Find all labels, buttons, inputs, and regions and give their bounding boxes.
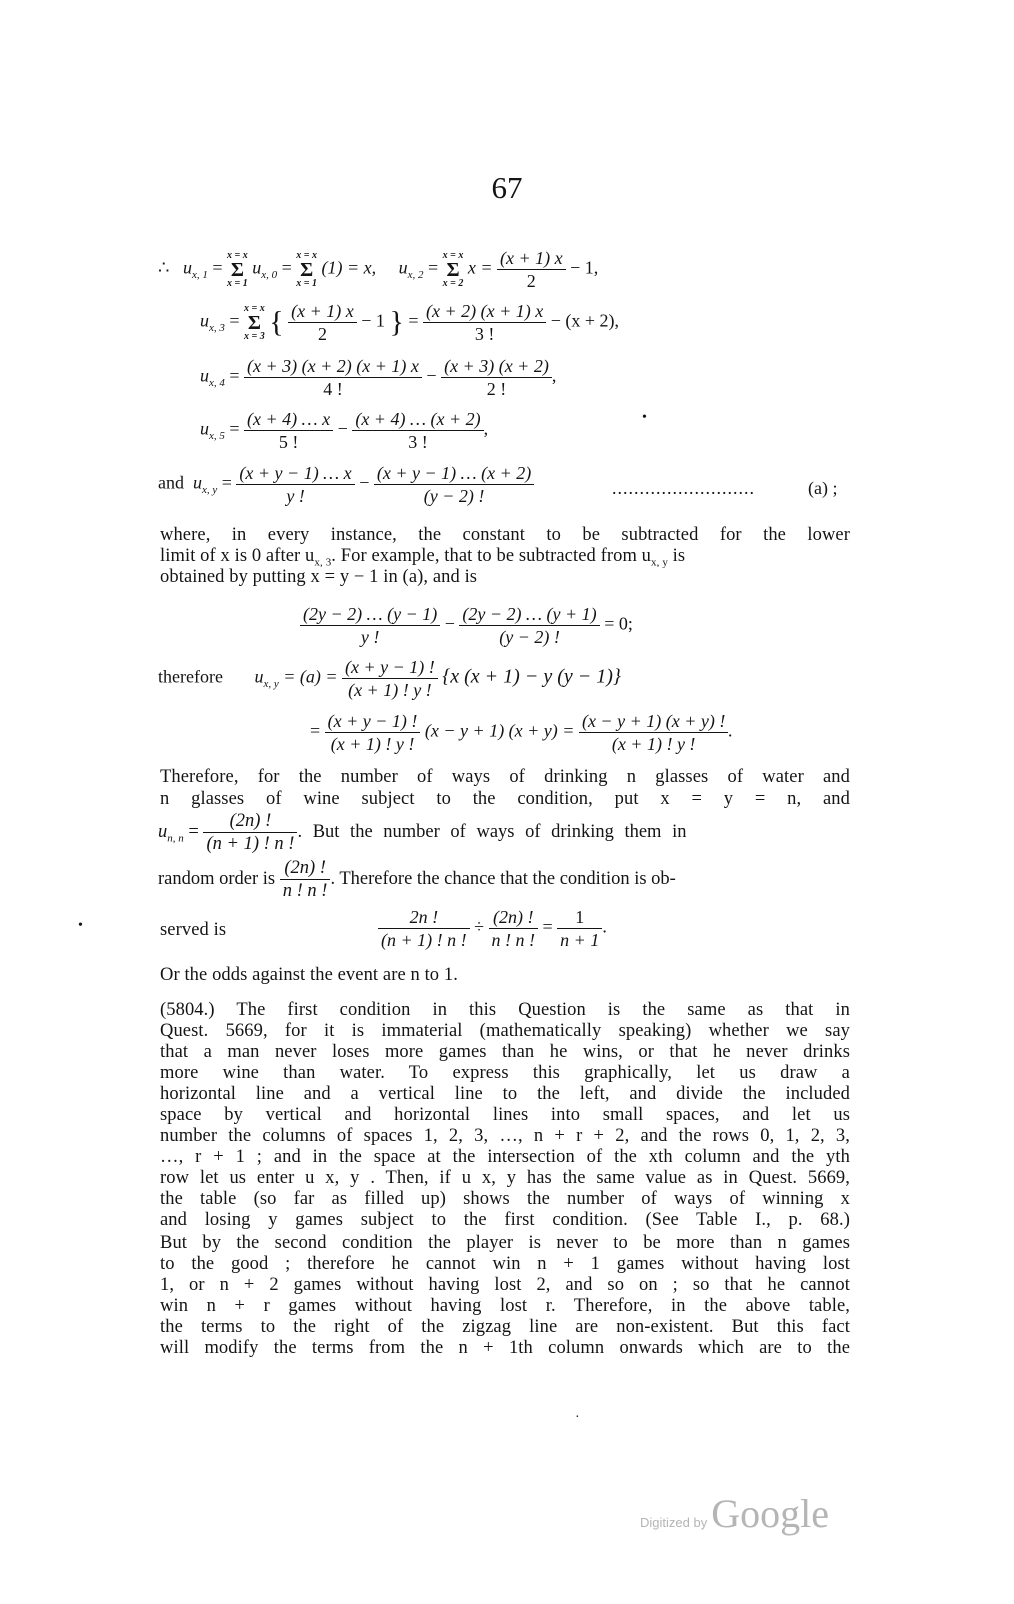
therefore-symbol: ∴ [158, 257, 170, 278]
fraction: $\frac{(x + y - 1) !}{(x + 1) ! y !}$ [342, 656, 438, 701]
subscript: x, y [202, 484, 218, 497]
text-line: to the good ; therefore he cannot win n + 1 games without having lost [160, 1254, 850, 1274]
equation-line-8 [310, 710, 733, 755]
fraction: $\frac{1}{n + 1}$ [557, 906, 602, 951]
subscript: x, y [263, 678, 279, 691]
minus: − [444, 613, 455, 634]
equals: = [542, 916, 553, 937]
leader-dots: .......................... [612, 478, 755, 498]
text-line: more wine than water. To express this graphically, let us draw a [160, 1063, 850, 1083]
u-symbol: u [252, 257, 262, 278]
expr: {x (x + 1) − y (y − 1)} [442, 665, 621, 688]
google-logo: Google [711, 1491, 829, 1536]
fraction: $\frac{(x + 4) \dots x}{5 !}$ [244, 408, 333, 453]
minus: − [359, 472, 370, 493]
stray-mark: • [642, 410, 647, 425]
subscript: x, 2 [407, 269, 424, 282]
equals: = [212, 257, 227, 278]
expr: − 1 [361, 310, 385, 331]
equals: = [281, 257, 297, 278]
text-line: obtained by putting x = y − 1 in (a), and is [160, 567, 478, 587]
text-line: the terms to the right of the zigzag line are non-existent. But this fact [160, 1317, 850, 1337]
fraction: $\frac{(2n) !}{n ! n !}$ [489, 906, 539, 951]
equals: = [229, 418, 240, 439]
fraction: $\frac{(x - y + 1) (x + y) !}{(x + 1) ! y !}$ [579, 710, 728, 755]
text-line: Therefore, for the number of ways of drinking n glasses of water and [160, 767, 850, 787]
text-line: Or the odds against the event are n to 1. [160, 965, 458, 985]
equation-line-3 [200, 355, 556, 400]
equation-line-4 [200, 408, 488, 453]
fraction: $\frac{(2y - 2) \dots (y - 1)}{y !}$ [300, 603, 440, 648]
watermark-prefix: Digitized by [640, 1515, 708, 1530]
subscript: x, 1 [191, 269, 208, 282]
equals: = [427, 257, 443, 278]
equation-line-2 [200, 300, 619, 345]
expr: − (x + 2), [550, 310, 620, 331]
fraction: $\frac{(x + y - 1) !}{(x + 1) ! y !}$ [325, 710, 421, 755]
page-number: 67 [491, 170, 523, 205]
equals: = [229, 310, 245, 331]
equation-label: (a) ; [808, 478, 838, 498]
expr: = (a) = [283, 666, 342, 687]
subscript: x, 3 [209, 322, 225, 335]
u-symbol: u [200, 418, 209, 439]
comma: , [551, 365, 557, 386]
fraction: $\frac{(x + 4) \dots (x + 2)}{3 !}$ [352, 408, 483, 453]
u-symbol: u [398, 257, 408, 278]
equals: = [221, 472, 232, 493]
digitized-by-google-watermark [640, 1490, 829, 1537]
fraction: $\frac{(x + 1) x}{2}$ [288, 300, 357, 345]
text-line: and losing y games subject to the first condition. (See Table I., p. 68.) [160, 1210, 850, 1230]
text-line: row let us enter u x, y . Then, if u x, y has the same value as in Quest. 5669, [160, 1168, 850, 1188]
fraction: $\frac{2n !}{(n + 1) ! n !}$ [378, 906, 470, 951]
minus: − [426, 365, 437, 386]
divide: ÷ [474, 916, 485, 937]
equals: = [408, 310, 419, 331]
u-symbol: u [200, 365, 209, 386]
expr: − 1, [570, 257, 599, 278]
summation: x = x Σ x = 2 [442, 249, 464, 289]
text-line: $u_{n, n}$ = $\frac{(2n) !}{(n + 1) ! n !}$ . But the number of ways of drinking them in [158, 811, 687, 854]
fraction: $\frac{(x + 1) x}{2}$ [497, 247, 566, 292]
summation: x = x Σ x = 1 [296, 249, 317, 289]
equals: = [229, 365, 240, 386]
text-line: limit of x is 0 after $u_{x, 3}$. For example, that to be subtracted from $u_{x, y}$ is [160, 546, 686, 569]
text-line: random order is $\frac{(2n) !}{n ! n !}$ . Therefore the chance that the condition is ob- [158, 858, 676, 901]
text-line: number the columns of spaces 1, 2, 3, …, n + r + 2, and the rows 0, 1, 2, 3, [160, 1126, 850, 1146]
u-symbol: u [254, 666, 264, 687]
fraction: $\frac{(2n) !}{(n + 1) ! n !}$ [203, 810, 297, 855]
fraction: $\frac{(2n) !}{n ! n !}$ [280, 857, 331, 902]
expr: (1) = x, [321, 257, 377, 278]
equation-line-5 [158, 462, 534, 507]
subscript: x, 5 [209, 430, 225, 443]
equation-line-6 [300, 603, 633, 648]
subscript: x, 4 [209, 377, 225, 390]
expr: = 0; [604, 613, 633, 634]
left-brace: { [269, 305, 284, 339]
subscript: x, 0 [261, 269, 278, 282]
fraction: $\frac{(x + y - 1) \dots x}{y !}$ [236, 462, 354, 507]
summation: x = x Σ x = 1 [227, 249, 248, 289]
period: . [728, 720, 733, 741]
expr: x = [467, 257, 497, 278]
fraction: $\frac{(x + y - 1) \dots (x + 2)}{(y - 2) !}$ [374, 462, 534, 507]
equation-line-9 [378, 906, 607, 951]
comma: , [483, 418, 489, 439]
text-line: space by vertical and horizontal lines into small spaces, and let us [160, 1105, 850, 1125]
equals: = [310, 720, 321, 741]
text-line: …, r + 1 ; and in the space at the intersection of the xth column and the yth [160, 1147, 850, 1167]
text-line: n glasses of wine subject to the condition, put x = y = n, and [160, 789, 850, 809]
period: . [602, 916, 607, 937]
equation-line-1 [158, 247, 598, 292]
therefore-word: therefore [158, 666, 223, 687]
fraction: $\frac{(x + 3) (x + 2)}{2 !}$ [441, 355, 552, 400]
u-symbol: u [182, 257, 192, 278]
text-line: will modify the terms from the n + 1th column onwards which are to the [160, 1338, 850, 1358]
right-brace: } [389, 305, 404, 339]
text-line: But by the second condition the player is never to be more than n games [160, 1233, 850, 1253]
stray-mark: · [575, 1410, 580, 1425]
minus: − [337, 418, 348, 439]
equation-line-7 [158, 656, 621, 701]
text-line: (5804.) The first condition in this Question is the same as that in [160, 1000, 850, 1020]
text-line: where, in every instance, the constant to be subtracted for the lower [160, 525, 850, 545]
fraction: $\frac{(2y - 2) \dots (y + 1)}{(y - 2) !}$ [459, 603, 599, 648]
expr: (x − y + 1) (x + y) = [424, 720, 575, 741]
fraction: $\frac{(x + 3) (x + 2) (x + 1) x}{4 !}$ [244, 355, 422, 400]
summation: x = x Σ x = 3 [244, 302, 265, 342]
text-line: 1, or n + 2 games without having lost 2, and so on ; so that he cannot [160, 1275, 850, 1295]
text-line: horizontal line and a vertical line to the left, and divide the included [160, 1084, 850, 1104]
text-line: served is [160, 920, 227, 940]
and-word: and [158, 472, 184, 493]
u-symbol: u [200, 310, 209, 331]
stray-mark: • [78, 918, 83, 933]
text-line: Quest. 5669, for it is immaterial (mathematically speaking) whether we say [160, 1021, 850, 1041]
fraction: $\frac{(x + 2) (x + 1) x}{3 !}$ [423, 300, 546, 345]
u-symbol: u [193, 472, 202, 493]
text-line: that a man never loses more games than he wins, or that he never drinks [160, 1042, 850, 1062]
text-line: win n + r games without having lost r. Therefore, in the above table, [160, 1296, 850, 1316]
text-line: the table (so far as filled up) shows the number of ways of winning x [160, 1189, 850, 1209]
